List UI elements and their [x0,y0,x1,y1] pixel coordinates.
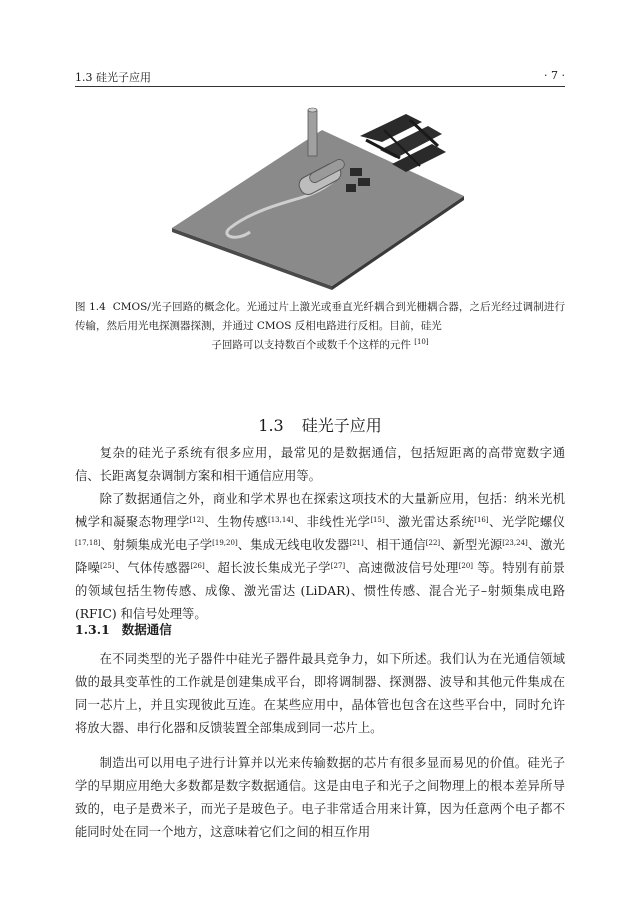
p2-s1: 、生物传感 [203,515,268,529]
paragraph-1-text: 复杂的硅光子系统有很多应用，最常见的是数据通信，包括短距离的高带宽数字通信、长距离复杂调制方案和相干通信应用等。 [75,446,565,483]
caption-text-a: CMOS/光子回路的概念化。光通过片上激光或垂直光纤耦合到光栅耦合器，之后光经过调制进行传输，然后用光电探测器探测，并通过 CMOS 反相电路进行反相。目前，硅光 [75,301,565,332]
citation: [22] [425,539,441,547]
paragraph-3 [75,648,565,740]
p2-s6: 、集成无线电收发器 [237,538,350,552]
caption-ref: [10] [414,338,429,346]
paragraph-2-text [75,488,565,626]
subsection-heading [75,620,172,638]
p2-s7: 、相干通信 [363,538,426,552]
paragraph-4-text: 制造出可以用电子进行计算并以光来传输数据的芯片有很多显而易见的价值。硅光子学的早期应用绝大多数都是数字数据通信。这是由电子和光子之间物理上的根本差异所导致的，电子是费米子，而光子是玻色子。电子非常适合用来计算，因为任意两个电子都不能同时处在同一个地方，这意味着它们之间的相互作用 [75,756,565,839]
citation: [12] [189,516,204,524]
paragraph-1 [75,442,565,488]
p2-s3: 、激光雷达系统 [384,515,475,529]
caption-text-b: 子回路可以支持数百个或数千个这样的元件 [211,339,411,351]
citation: [13,14] [268,516,294,524]
running-header [75,69,565,85]
paragraph-3-text: 在不同类型的光子器件中硅光子器件最具竞争力，如下所述。我们认为在光通信领域做的最具变革性的工作就是创建集成平台，即将调制器、探测器、波导和其他元件集成在同一芯片上，并且实现彼此互连。在某些应用中，晶体管也包含在这些平台中，同时允许将放大器、串行化器和反馈装置全部集成到同一芯片上。 [75,652,565,735]
citation: [15] [370,516,385,524]
chip-figure [170,100,466,290]
citation: [26] [190,562,205,570]
citation: [27] [330,562,346,570]
paragraph-2 [75,488,565,626]
subsection-number: 1.3.1 [75,622,110,637]
citation: [19,20] [212,539,238,547]
citation: [17,18] [75,539,101,547]
header-rule [75,86,565,87]
fiber-pillar [308,110,317,156]
p2-s8: 、新型光源 [440,538,503,552]
p2-s11: 、超长波长集成光子学 [204,561,331,575]
citation: [25] [100,562,115,570]
caption-last-line [75,336,565,355]
p2-s10: 、气体传感器 [114,561,191,575]
fiber-tip [308,108,317,112]
figure-caption [75,298,565,355]
subsection-title: 数据通信 [121,622,172,637]
p2-s12: 、高速微波信号处理 [345,561,459,575]
p2-s5: 、射频集成光电子学 [100,538,213,552]
electrode-pad-2 [358,178,370,186]
citation: [16] [474,516,489,524]
p2-s13: 等。特别有前景的领域包括生物传感、成像、激光雷达 (LiDAR)、惯性传感、混合光子–射频集成电路 (RFIC) 和信号处理等。 [75,561,565,621]
paragraph-4 [75,752,565,844]
citation: [23,24] [502,539,528,547]
chip-illustration [170,100,466,290]
p2-s0: 除了数据通信之外，商业和学术界也在探索这项技术的大量新应用，包括：纳米光机械学和凝聚态物理学 [75,492,565,529]
section-title: 硅光子应用 [301,416,382,436]
citation: [20] [458,562,474,570]
electrode-pad-1 [350,168,362,176]
p2-s9: 、激光降噪 [75,538,565,575]
caption-label: 图 1.4 [75,301,106,313]
header-section: 1.3 硅光子应用 [75,71,151,84]
p2-s4: 、光学陀螺仪 [488,515,565,529]
citation: [21] [349,539,364,547]
section-number: 1.3 [258,416,284,436]
header-page-number: · 7 · [544,69,565,82]
section-heading [75,413,565,436]
p2-s2: 、非线性光学 [293,515,371,529]
electrode-pad-3 [346,184,356,192]
